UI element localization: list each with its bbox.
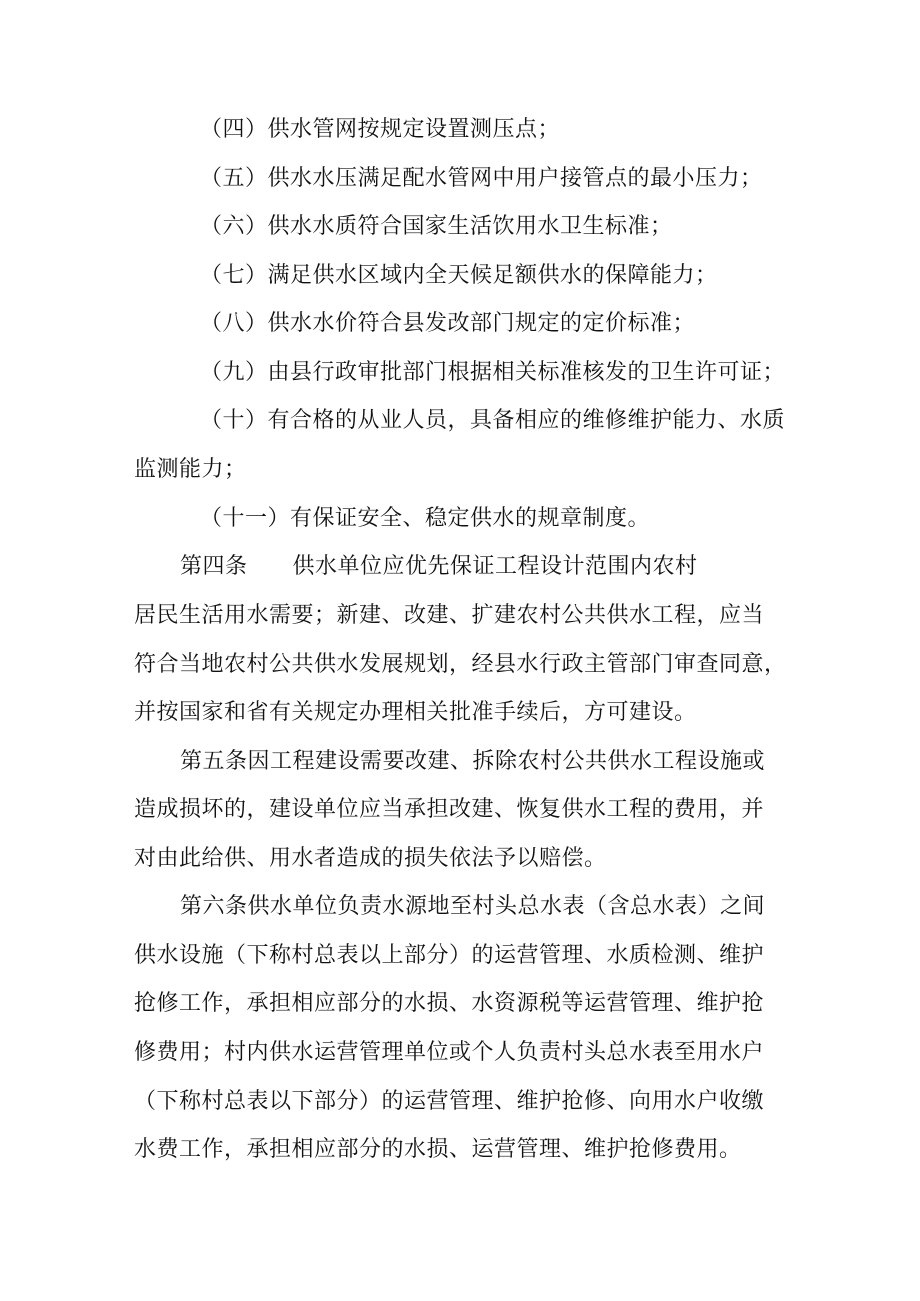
- article-heading-line: 第六条供水单位负责水源地至村头总水表（含总水表）之间: [180, 894, 766, 919]
- text-line: （十一）有保证安全、稳定供水的规章制度。: [200, 506, 651, 531]
- text-line: 供水设施（下称村总表以上部分）的运营管理、水质检测、维护: [134, 943, 765, 968]
- text-line: （下称村总表以下部分）的运营管理、维护抢修、向用水户收缴: [134, 1089, 765, 1114]
- text-line: 水费工作，承担相应部分的水损、运营管理、维护抢修费用。: [134, 1137, 742, 1162]
- text-line: （六）供水水质符合国家生活饮用水卫生标准；: [200, 214, 673, 239]
- text-line: 修费用；村内供水运营管理单位或个人负责村头总水表至用水户: [134, 1040, 765, 1065]
- text-line: （九）由县行政审批部门根据相关标准核发的卫生许可证；: [200, 360, 786, 385]
- text-line: （五）供水水压满足配水管网中用户接管点的最小压力；: [200, 166, 763, 191]
- text-line: 居民生活用水需要；新建、改建、扩建农村公共供水工程，应当: [134, 603, 765, 628]
- text-line: 并按国家和省有关规定办理相关批准手续后，方可建设。: [134, 700, 697, 725]
- article-heading-line: 第四条 供水单位应优先保证工程设计范围内农村: [180, 554, 698, 579]
- text-line: 对由此给供、用水者造成的损失依法予以赔偿。: [134, 846, 607, 871]
- text-line: 抢修工作，承担相应部分的水损、水资源税等运营管理、维护抢: [134, 991, 765, 1016]
- text-line: 造成损坏的，建设单位应当承担改建、恢复供水工程的费用，并: [134, 797, 765, 822]
- text-line: 符合当地农村公共供水发展规划，经县水行政主管部门审查同意，: [134, 652, 787, 677]
- text-line: （十）有合格的从业人员，具备相应的维修维护能力、水质: [200, 408, 786, 433]
- text-line: （八）供水水价符合县发改部门规定的定价标准；: [200, 311, 696, 336]
- text-line: （四）供水管网按规定设置测压点；: [200, 117, 561, 142]
- text-line: （七）满足供水区域内全天候足额供水的保障能力；: [200, 263, 718, 288]
- article-heading-line: 第五条因工程建设需要改建、拆除农村公共供水工程设施或: [180, 749, 766, 774]
- text-line: 监测能力；: [134, 457, 247, 482]
